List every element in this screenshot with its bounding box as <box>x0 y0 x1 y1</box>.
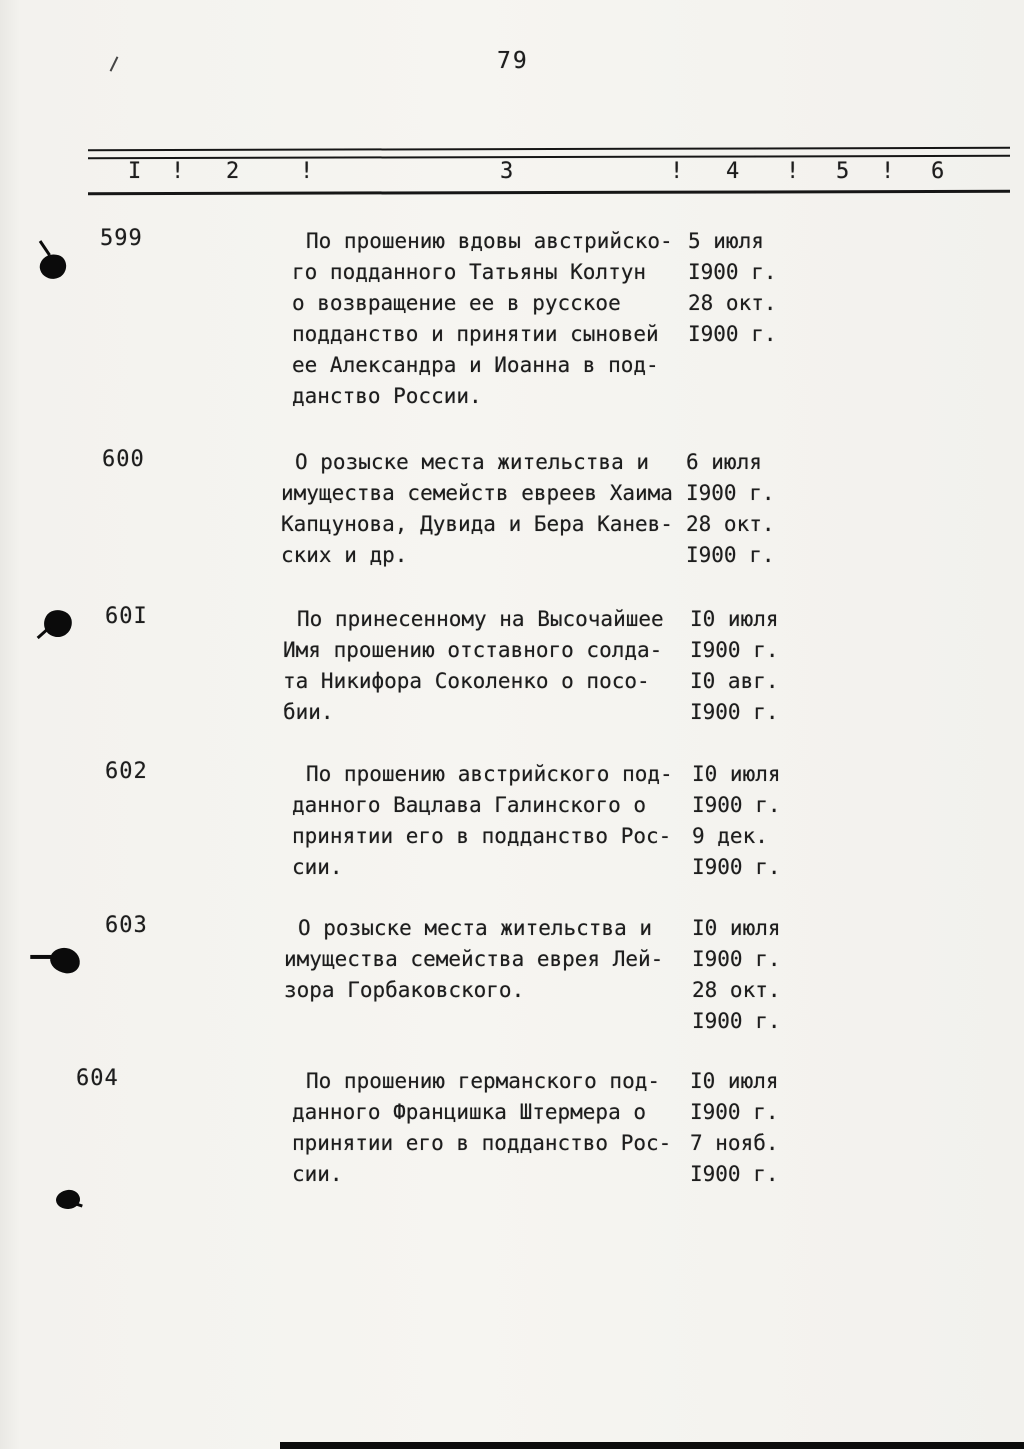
date-line: I0 июля <box>690 607 779 631</box>
entry-description <box>292 1066 671 1190</box>
entry-description <box>283 604 664 728</box>
date-line: I900 г. <box>688 260 777 284</box>
column-separator: ! <box>171 159 185 184</box>
date-line: I900 г. <box>692 793 781 817</box>
entry-description <box>292 759 673 883</box>
date-line: I900 г. <box>692 1009 781 1033</box>
entry-number: 600 <box>102 447 145 472</box>
entry-dates <box>692 913 781 1037</box>
description-line: принятии его в подданство Рос- <box>292 824 672 848</box>
date-line: I900 г. <box>692 947 781 971</box>
date-line: I0 июля <box>692 762 781 786</box>
description-line: го подданного Татьяны Колтун <box>292 260 647 284</box>
column-header: 3 <box>500 159 514 184</box>
description-line: По прошению германского под- <box>306 1069 661 1093</box>
entry-number: 604 <box>76 1066 119 1091</box>
date-line: I900 г. <box>692 855 781 879</box>
ink-blot-3 <box>48 946 81 975</box>
entry-description <box>284 913 663 1006</box>
description-line: ских и др. <box>281 543 408 567</box>
entry-description <box>281 447 673 571</box>
column-header: 5 <box>836 159 850 184</box>
entry-dates <box>690 604 779 728</box>
column-header: 4 <box>726 159 740 184</box>
date-line: I900 г. <box>686 543 775 567</box>
description-line: По прошению вдовы австрийско- <box>306 229 673 253</box>
date-line: I900 г. <box>686 481 775 505</box>
description-line: данного Вацлава Галинского о <box>292 793 647 817</box>
date-line: I900 г. <box>690 700 779 724</box>
description-line: данство России. <box>292 384 482 408</box>
date-line: 7 нояб. <box>690 1131 779 1155</box>
column-separator: ! <box>786 159 800 184</box>
ink-blot-1 <box>37 251 69 283</box>
entry-description <box>292 226 673 412</box>
entry-dates <box>686 447 775 571</box>
table-top-rule-outer <box>88 147 1010 151</box>
column-header: 2 <box>226 159 240 184</box>
entry-dates <box>692 759 781 883</box>
date-line: I0 июля <box>692 916 781 940</box>
date-line: I0 авг. <box>690 669 779 693</box>
ink-blot-2 <box>41 607 74 639</box>
column-separator: ! <box>881 159 895 184</box>
date-line: I900 г. <box>688 322 777 346</box>
date-line: 6 июля <box>686 450 762 474</box>
entry-number: 599 <box>100 226 143 251</box>
description-line: По принесенному на Высочайшее <box>297 607 664 631</box>
description-line: О розыске места жительства и <box>298 916 653 940</box>
description-line: данного Францишка Штермера о <box>292 1100 647 1124</box>
date-line: I900 г. <box>690 638 779 662</box>
page-number: 79 <box>497 48 529 74</box>
description-line: принятии его в подданство Рос- <box>292 1131 672 1155</box>
date-line: 28 окт. <box>692 978 781 1002</box>
entry-dates <box>688 226 777 350</box>
date-line: I0 июля <box>690 1069 779 1093</box>
description-line: подданство и принятии сыновей <box>292 322 659 346</box>
description-line: сии. <box>292 855 343 879</box>
date-line: 5 июля <box>688 229 764 253</box>
pen-mark <box>110 56 119 71</box>
ink-blot-4 <box>55 1189 81 1210</box>
description-line: ее Александра и Иоанна в под- <box>292 353 659 377</box>
date-line: 9 дек. <box>692 824 768 848</box>
column-header: 6 <box>931 159 945 184</box>
description-line: бии. <box>283 700 334 724</box>
column-separator: ! <box>670 159 684 184</box>
description-line: Капцунова, Дувида и Бера Канев- <box>281 512 673 536</box>
scan-edge-bottom <box>280 1442 1024 1449</box>
table-header-bottom-rule <box>88 190 1010 195</box>
description-line: зора Горбаковского. <box>284 978 525 1002</box>
column-separator: ! <box>300 159 314 184</box>
entry-number: 603 <box>105 913 148 938</box>
entry-dates <box>690 1066 779 1190</box>
description-line: о возвращение ее в русское <box>292 291 621 315</box>
date-line: 28 окт. <box>686 512 775 536</box>
description-line: По прошению австрийского под- <box>306 762 673 786</box>
date-line: 28 окт. <box>688 291 777 315</box>
date-line: I900 г. <box>690 1100 779 1124</box>
description-line: имущества семейства еврея Лей- <box>284 947 664 971</box>
description-line: Имя прошению отставного солда- <box>283 638 663 662</box>
date-line: I900 г. <box>690 1162 779 1186</box>
entry-number: 602 <box>105 759 148 784</box>
description-line: сии. <box>292 1162 343 1186</box>
description-line: та Никифора Соколенко о посо- <box>283 669 650 693</box>
description-line: О розыске места жительства и <box>295 450 650 474</box>
entry-number: 60I <box>105 604 148 629</box>
description-line: имущества семейств евреев Хаима <box>281 481 673 505</box>
column-header: I <box>128 159 142 184</box>
